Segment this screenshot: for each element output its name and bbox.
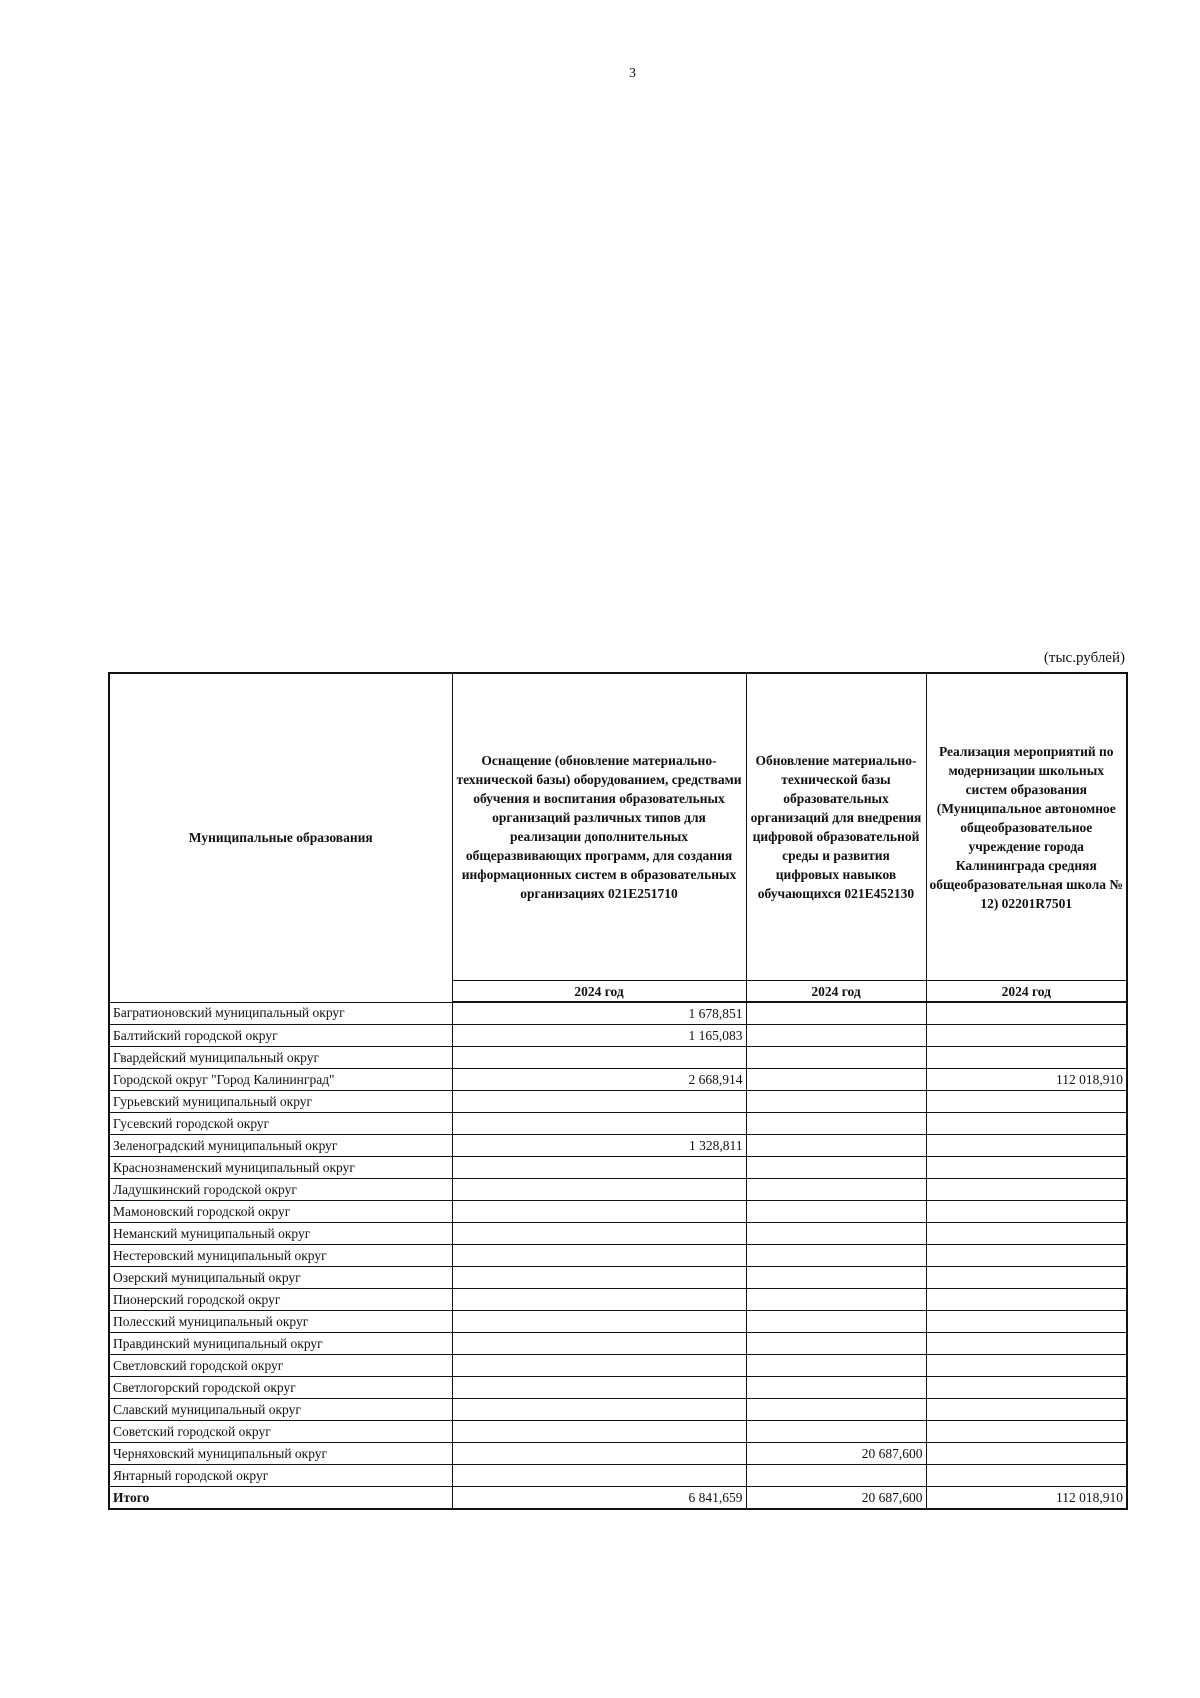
subsidy-table bbox=[108, 672, 1128, 1510]
municipality-name: Правдинский муниципальный округ bbox=[109, 1333, 452, 1355]
value-cell-1 bbox=[452, 1113, 746, 1135]
value-cell-3 bbox=[926, 1245, 1127, 1267]
value-cell-3 bbox=[926, 1377, 1127, 1399]
table-row bbox=[109, 1421, 1127, 1443]
table-row bbox=[109, 1333, 1127, 1355]
table-row bbox=[109, 1267, 1127, 1289]
value-cell-3 bbox=[926, 1223, 1127, 1245]
header-column-2: Обновление материально-технической базы образовательных организаций для внедрения цифровой образовательной среды и развития цифровых навыков обучающихся 021E452130 bbox=[746, 673, 926, 981]
table-row bbox=[109, 1201, 1127, 1223]
page-number: 3 bbox=[629, 66, 636, 81]
value-cell-2 bbox=[746, 1091, 926, 1113]
value-cell-2 bbox=[746, 1002, 926, 1025]
value-cell-2 bbox=[746, 1047, 926, 1069]
value-cell-2 bbox=[746, 1135, 926, 1157]
value-cell-1 bbox=[452, 1201, 746, 1223]
value-cell-1 bbox=[452, 1465, 746, 1487]
table-row bbox=[109, 1289, 1127, 1311]
header-column-1: Оснащение (обновление материально-технической базы) оборудованием, средствами обучения и воспитания образовательных организаций различных типов для реализации дополнительных общеразвивающих программ, для создания информационных систем в образовательных организациях 021E251710 bbox=[452, 673, 746, 981]
value-cell-2 bbox=[746, 1179, 926, 1201]
table-row bbox=[109, 1311, 1127, 1333]
municipality-name: Светлогорский городской округ bbox=[109, 1377, 452, 1399]
value-cell-3 bbox=[926, 1267, 1127, 1289]
table-row bbox=[109, 1157, 1127, 1179]
table-body bbox=[109, 1002, 1127, 1509]
municipality-name: Гвардейский муниципальный округ bbox=[109, 1047, 452, 1069]
table-row bbox=[109, 1047, 1127, 1069]
value-cell-1 bbox=[452, 1179, 746, 1201]
value-cell-3: 112 018,910 bbox=[926, 1487, 1127, 1510]
value-cell-3 bbox=[926, 1157, 1127, 1179]
value-cell-2 bbox=[746, 1333, 926, 1355]
municipality-name: Ладушкинский городской округ bbox=[109, 1179, 452, 1201]
value-cell-1 bbox=[452, 1355, 746, 1377]
table-row bbox=[109, 1002, 1127, 1025]
value-cell-3: 112 018,910 bbox=[926, 1069, 1127, 1091]
value-cell-1 bbox=[452, 1311, 746, 1333]
value-cell-1 bbox=[452, 1223, 746, 1245]
value-cell-3 bbox=[926, 1002, 1127, 1025]
municipality-name: Нестеровский муниципальный округ bbox=[109, 1245, 452, 1267]
value-cell-3 bbox=[926, 1355, 1127, 1377]
value-cell-1: 6 841,659 bbox=[452, 1487, 746, 1510]
table-row bbox=[109, 1245, 1127, 1267]
table-row bbox=[109, 1465, 1127, 1487]
header-municipalities: Муниципальные образования bbox=[109, 673, 452, 1002]
table-row bbox=[109, 1091, 1127, 1113]
value-cell-3 bbox=[926, 1179, 1127, 1201]
year-label-2: 2024 год bbox=[746, 981, 926, 1003]
value-cell-2 bbox=[746, 1157, 926, 1179]
value-cell-2 bbox=[746, 1421, 926, 1443]
value-cell-2 bbox=[746, 1377, 926, 1399]
municipality-name: Неманский муниципальный округ bbox=[109, 1223, 452, 1245]
value-cell-1 bbox=[452, 1267, 746, 1289]
table-row bbox=[109, 1069, 1127, 1091]
municipality-name: Городской округ "Город Калининград" bbox=[109, 1069, 452, 1091]
table-row bbox=[109, 1113, 1127, 1135]
table-row bbox=[109, 1377, 1127, 1399]
municipality-name: Советский городской округ bbox=[109, 1421, 452, 1443]
value-cell-1 bbox=[452, 1289, 746, 1311]
value-cell-1 bbox=[452, 1333, 746, 1355]
municipality-name: Гурьевский муниципальный округ bbox=[109, 1091, 452, 1113]
municipality-name: Славский муниципальный округ bbox=[109, 1399, 452, 1421]
table-row bbox=[109, 1399, 1127, 1421]
value-cell-2 bbox=[746, 1201, 926, 1223]
value-cell-1: 1 328,811 bbox=[452, 1135, 746, 1157]
municipality-name: Черняховский муниципальный округ bbox=[109, 1443, 452, 1465]
value-cell-2 bbox=[746, 1223, 926, 1245]
value-cell-3 bbox=[926, 1289, 1127, 1311]
municipality-name: Балтийский городской округ bbox=[109, 1025, 452, 1047]
value-cell-1 bbox=[452, 1245, 746, 1267]
municipality-name: Полесский муниципальный округ bbox=[109, 1311, 452, 1333]
value-cell-2 bbox=[746, 1465, 926, 1487]
value-cell-3 bbox=[926, 1135, 1127, 1157]
value-cell-1 bbox=[452, 1047, 746, 1069]
value-cell-3 bbox=[926, 1465, 1127, 1487]
value-cell-2 bbox=[746, 1113, 926, 1135]
table-row bbox=[109, 1223, 1127, 1245]
value-cell-2 bbox=[746, 1069, 926, 1091]
value-cell-2 bbox=[746, 1025, 926, 1047]
value-cell-3 bbox=[926, 1311, 1127, 1333]
municipality-name: Янтарный городской округ bbox=[109, 1465, 452, 1487]
units-label: (тыс.рублей) bbox=[1043, 650, 1125, 666]
municipality-name: Гусевский городской округ bbox=[109, 1113, 452, 1135]
total-row bbox=[109, 1487, 1127, 1510]
value-cell-2: 20 687,600 bbox=[746, 1487, 926, 1510]
value-cell-3 bbox=[926, 1025, 1127, 1047]
municipality-name: Багратионовский муниципальный округ bbox=[109, 1002, 452, 1025]
municipality-name: Светловский городской округ bbox=[109, 1355, 452, 1377]
municipality-name: Краснознаменский муниципальный округ bbox=[109, 1157, 452, 1179]
value-cell-1 bbox=[452, 1157, 746, 1179]
table-row bbox=[109, 1443, 1127, 1465]
table-row bbox=[109, 1135, 1127, 1157]
value-cell-2 bbox=[746, 1245, 926, 1267]
year-label-3: 2024 год bbox=[926, 981, 1127, 1003]
value-cell-1 bbox=[452, 1421, 746, 1443]
value-cell-2: 20 687,600 bbox=[746, 1443, 926, 1465]
municipality-name: Озерский муниципальный округ bbox=[109, 1267, 452, 1289]
value-cell-2 bbox=[746, 1289, 926, 1311]
value-cell-1 bbox=[452, 1091, 746, 1113]
value-cell-3 bbox=[926, 1443, 1127, 1465]
table-row bbox=[109, 1179, 1127, 1201]
value-cell-3 bbox=[926, 1399, 1127, 1421]
table-row bbox=[109, 1355, 1127, 1377]
value-cell-1: 2 668,914 bbox=[452, 1069, 746, 1091]
value-cell-1 bbox=[452, 1399, 746, 1421]
header-column-3: Реализация мероприятий по модернизации школьных систем образования (Муниципальное автономное общеобразовательное учреждение города Калининграда средняя общеобразовательная школа № 12) 02201R7501 bbox=[926, 673, 1127, 981]
value-cell-1: 1 165,083 bbox=[452, 1025, 746, 1047]
value-cell-1: 1 678,851 bbox=[452, 1002, 746, 1025]
total-label: Итого bbox=[109, 1487, 452, 1510]
table-row bbox=[109, 1025, 1127, 1047]
year-label-1: 2024 год bbox=[452, 981, 746, 1003]
value-cell-3 bbox=[926, 1047, 1127, 1069]
municipality-name: Зеленоградский муниципальный округ bbox=[109, 1135, 452, 1157]
value-cell-1 bbox=[452, 1443, 746, 1465]
value-cell-2 bbox=[746, 1355, 926, 1377]
municipality-name: Мамоновский городской округ bbox=[109, 1201, 452, 1223]
value-cell-3 bbox=[926, 1113, 1127, 1135]
value-cell-3 bbox=[926, 1201, 1127, 1223]
value-cell-1 bbox=[452, 1377, 746, 1399]
value-cell-3 bbox=[926, 1421, 1127, 1443]
value-cell-2 bbox=[746, 1311, 926, 1333]
value-cell-2 bbox=[746, 1267, 926, 1289]
municipality-name: Пионерский городской округ bbox=[109, 1289, 452, 1311]
value-cell-3 bbox=[926, 1091, 1127, 1113]
value-cell-2 bbox=[746, 1399, 926, 1421]
value-cell-3 bbox=[926, 1333, 1127, 1355]
